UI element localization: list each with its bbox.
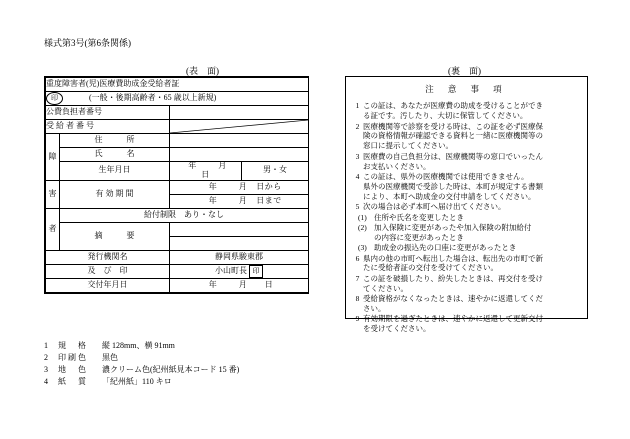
note-item — [352, 274, 581, 294]
card-title: 重度障害者(児)医療費助成金受給者証 — [46, 78, 309, 92]
note-line: 受給資格がなくなったときは、速やかに返還してくだ — [363, 294, 543, 304]
value-yuko-kikan-to — [170, 194, 309, 208]
day-token: 日 — [201, 169, 210, 179]
vertical-label-shou — [46, 134, 60, 181]
note-line: この証は、県外の医療機関では使用できません。 — [363, 171, 529, 181]
note-line: る証です。汚したり、大切に保管してください。 — [363, 111, 528, 121]
note-item — [352, 223, 581, 243]
note-text — [374, 223, 581, 243]
spec-name: 印刷色 — [58, 353, 88, 362]
note-line: てください。 — [363, 283, 408, 293]
omote-side-label: (表 面) — [186, 66, 219, 76]
spec-number: 3 — [44, 365, 48, 374]
card-seal-note: (一般・後期高齢者・65 歳以上新規) — [89, 93, 217, 103]
note-number: 2 — [355, 121, 360, 131]
note-text — [363, 172, 581, 202]
note-line: により、本町へ助成金の交付申請をしてください。 — [363, 191, 536, 201]
to-token: 日まで — [256, 195, 282, 205]
label-jusho: 住 所 — [60, 134, 170, 148]
note-line: さい。 — [363, 304, 386, 314]
label-seinengappi: 生年月日 — [60, 162, 170, 181]
note-item — [352, 243, 581, 253]
note-text — [363, 314, 581, 334]
note-line: 窓口に提示してください。 — [363, 141, 453, 151]
note-line: 助成金の振込先の口座に変更があったとき — [374, 243, 517, 253]
value-tekiyou-2 — [170, 236, 309, 250]
note-item — [352, 202, 581, 212]
value-jukyusha-bangou — [170, 120, 309, 134]
value-hakkou-kikan: 静岡県駿東郡 — [170, 250, 309, 264]
note-line: お支払いください。 — [363, 161, 431, 171]
label-koufu-nengappi: 交付年月日 — [46, 278, 170, 292]
spec-number: 1 — [44, 341, 48, 350]
note-line: 医療費の自己負担分は、医療機関等の窓口でいったん — [363, 151, 543, 161]
label-jukyusha-bangou: 受 給 者 番 号 — [46, 120, 170, 134]
label-yuko-kikan: 有 効 期 間 — [60, 180, 170, 208]
vertical-label-sha — [46, 208, 60, 250]
note-item — [352, 254, 581, 274]
spec-name: 地 色 — [58, 365, 88, 374]
spec-number: 2 — [44, 353, 48, 362]
note-text — [363, 202, 581, 212]
notes-title: 注 意 事 項 — [425, 84, 508, 94]
month-token: 月 — [218, 161, 227, 170]
note-number: (1) — [358, 212, 367, 222]
certificate-table — [45, 77, 309, 293]
note-number: 6 — [355, 253, 360, 263]
value-yuko-kikan-from — [170, 180, 309, 194]
form-number: 様式第3号(第6条関係) — [44, 38, 131, 48]
note-number: (2) — [358, 222, 367, 232]
value-koufu-nengappi — [170, 278, 309, 292]
note-line: 次の場合は必ず本町へ届け出てください。 — [363, 202, 506, 212]
note-item — [352, 314, 581, 334]
note-item — [352, 294, 581, 314]
value-shimei — [170, 148, 309, 162]
year-token-from: 年 — [208, 181, 218, 191]
year-token-issue: 年 — [208, 279, 218, 289]
month-token-to: 月 — [238, 195, 248, 205]
vertical-char-0: 障 — [48, 151, 57, 161]
note-number: 8 — [355, 294, 360, 304]
note-text — [363, 101, 581, 121]
note-text — [363, 122, 581, 152]
notes-card-back — [345, 76, 588, 334]
note-line: 加入保険に変更があったや加入保険の附加給付 — [374, 222, 532, 232]
note-item — [352, 152, 581, 172]
spec-value: 縦 128mm、横 91mm — [102, 341, 175, 350]
note-line: この証を破損したり、紛失したときは、再交付を受け — [363, 273, 543, 283]
note-text — [363, 294, 581, 314]
vertical-char-1: 害 — [48, 188, 57, 198]
spec-list — [44, 340, 239, 388]
note-number: 3 — [355, 151, 360, 161]
seal-mark-icon: 印 — [46, 92, 63, 105]
value-koufu-tantou — [170, 106, 309, 120]
note-text — [374, 213, 581, 223]
spec-row — [44, 376, 239, 388]
value-chou-mei — [170, 264, 309, 278]
value-seinengappi — [170, 162, 242, 181]
note-line: の内容に変更があったとき — [374, 232, 464, 242]
year-token-to: 年 — [208, 195, 218, 205]
note-text — [363, 274, 581, 294]
spec-row — [44, 340, 239, 352]
note-line: を受けてください。 — [363, 324, 431, 334]
value-tekiyou-1 — [170, 222, 309, 236]
note-item — [352, 213, 581, 223]
spec-row — [44, 364, 239, 376]
label-hakkou-kikan: 発行機関名 — [46, 250, 170, 264]
diagonal-line-icon — [170, 120, 308, 133]
certificate-card-front — [44, 76, 309, 294]
label-danjo: 男・女 — [242, 162, 309, 181]
vertical-label-gai — [46, 180, 60, 208]
note-text — [374, 243, 581, 253]
note-line: 住所や氏名を変更したとき — [374, 212, 464, 222]
note-number: 5 — [355, 202, 360, 212]
note-number: (3) — [358, 243, 367, 253]
spec-name: 紙 質 — [58, 377, 88, 386]
label-koufu-tantou: 公費負担者番号 — [46, 106, 170, 120]
note-number: 4 — [355, 171, 360, 181]
note-line: 県内の他の市町へ転出した場合は、転出先の市町で新 — [363, 253, 543, 263]
spec-value: 濃クリーム色(紀州紙見本コード 15 番) — [102, 365, 240, 374]
spec-value: 黒色 — [102, 353, 118, 362]
card-seal-row — [46, 92, 309, 106]
note-item — [352, 172, 581, 202]
spec-row — [44, 352, 239, 364]
note-text — [363, 152, 581, 172]
note-number: 9 — [355, 314, 360, 324]
notes-list — [352, 101, 581, 334]
day-token-issue: 日 — [264, 279, 274, 289]
value-jusho — [170, 134, 309, 148]
note-line: たに受給者証の交付を受けてください。 — [363, 263, 498, 273]
spec-name: 規 格 — [58, 341, 88, 350]
note-line: 県外の医療機関で受診した時は、本町が規定する書類 — [363, 181, 543, 191]
chou-mei-text: 小山町長 — [215, 265, 248, 275]
note-item — [352, 122, 581, 152]
label-tekiyou: 摘 要 — [60, 222, 170, 250]
note-item — [352, 101, 581, 121]
label-oyobi-chou: 及 び 印 — [46, 264, 170, 278]
vertical-char-2: 者 — [48, 223, 57, 233]
note-line: 有効期限を過ぎたときは、速やかに返還して更新交付 — [363, 314, 543, 324]
note-number: 7 — [355, 273, 360, 283]
spec-value: 「紀州紙」110 キロ — [102, 377, 172, 386]
year-token: 年 — [188, 161, 197, 170]
label-kyufu-seigen: 給付制限 あり・なし — [60, 208, 309, 222]
note-line: 医療機関等で診察を受ける時は、この証を必ず医療保 — [363, 121, 543, 131]
note-number: 1 — [355, 101, 360, 111]
month-token-from: 月 — [238, 181, 248, 191]
note-text — [363, 254, 581, 274]
note-line: この証は、あなたが医療費の助成を受けることができ — [363, 101, 543, 111]
official-seal-icon: 印 — [249, 265, 263, 278]
month-token-issue: 月 — [238, 279, 248, 289]
ura-side-label: (裏 面) — [448, 66, 481, 76]
spec-number: 4 — [44, 377, 48, 386]
label-shimei: 氏 名 — [60, 148, 170, 162]
note-line: 険の資格情報が確認できる資料と一緒に医療機関等の — [363, 131, 543, 141]
from-token: 日から — [256, 181, 282, 191]
